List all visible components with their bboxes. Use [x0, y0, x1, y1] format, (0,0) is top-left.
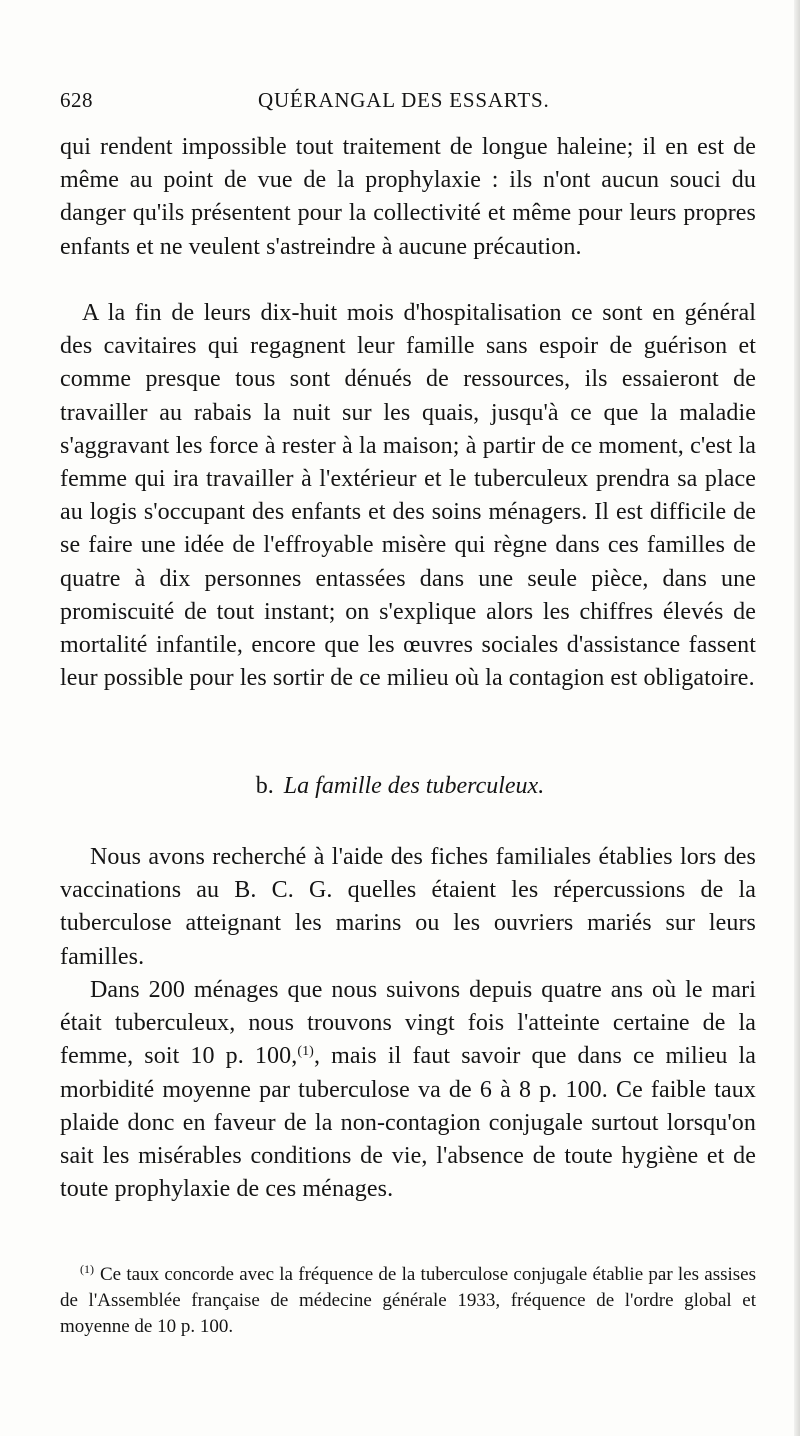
footnote-mark: (1) [80, 1262, 94, 1276]
paragraph-4 [60, 974, 756, 1206]
footnote-text: Ce taux concorde avec la fréquence de la tuberculose conjugale établie par les assises de l'Assemblée française de médecine générale 1933, fréquence de l'ordre global et moyenne de 10 p. 100. [60, 1264, 756, 1337]
footnote-reference[interactable]: (1) [297, 1044, 314, 1060]
running-head [60, 88, 760, 122]
footnote [60, 1262, 756, 1340]
paragraph-4-text-after: , mais il faut savoir que dans ce milieu la morbidité moyenne par tuberculose va de 6 à 8 p. 100. Ce faible taux plaide donc en faveur de la non-contagion conjugale surtout lorsqu'on sait les misérables conditions de vie, l'absence de toute hygiène et de toute prophylaxie de ces ménages. [60, 1043, 756, 1203]
running-title: QUÉRANGAL DES ESSARTS. [258, 88, 550, 112]
section-letter: b. [255, 773, 274, 799]
paragraph-3: Nous avons recherché à l'aide des fiches familiales établies lors des vaccinations au B. C. G. quelles étaient les répercussions de la tuberculose atteignant les marins ou les ouvriers mariés sur leurs familles. [60, 844, 756, 970]
section-title: La famille des tuberculeux. [283, 773, 545, 799]
page-edge-shadow [794, 0, 800, 1436]
section-heading [0, 770, 800, 802]
page-number: 628 [60, 88, 93, 112]
paragraph-4-text-before: Dans 200 ménages que nous suivons depuis quatre ans où le mari était tuberculeux, nous trouvons vingt fois l'atteinte certaine de la femme, soit 10 p. 100, [60, 977, 756, 1070]
paragraph-1: qui rendent impossible tout traitement de longue haleine; il en est de même au point de vue de la prophylaxie : ils n'ont aucun souci du danger qu'ils présentent pour la collectivité et même pour leurs propres enfants et ne veulent s'astreindre à aucune précaution. [60, 134, 756, 260]
paragraph-2: A la fin de leurs dix-huit mois d'hospitalisation ce sont en général des cavitaires qui regagnent leur famille sans espoir de guérison et comme presque tous sont dénués de ressources, ils essaieront de travailler au rabais la nuit sur les quais, jusqu'à ce que la maladie s'aggravant les force à rester à la maison; à partir de ce moment, c'est la femme qui ira travailler à l'extérieur et le tuberculeux prendra sa place au logis s'occupant des enfants et des soins ménagers. Il est difficile de se faire une idée de l'effroyable misère qui règne dans ces familles de quatre à dix personnes entassées dans une seule pièce, dans une promiscuité de tout instant; on s'explique alors les chiffres élevés de mortalité infantile, encore que les œuvres sociales d'assistance fassent leur possible pour les sortir de ce milieu où la contagion est obligatoire. [60, 300, 756, 692]
